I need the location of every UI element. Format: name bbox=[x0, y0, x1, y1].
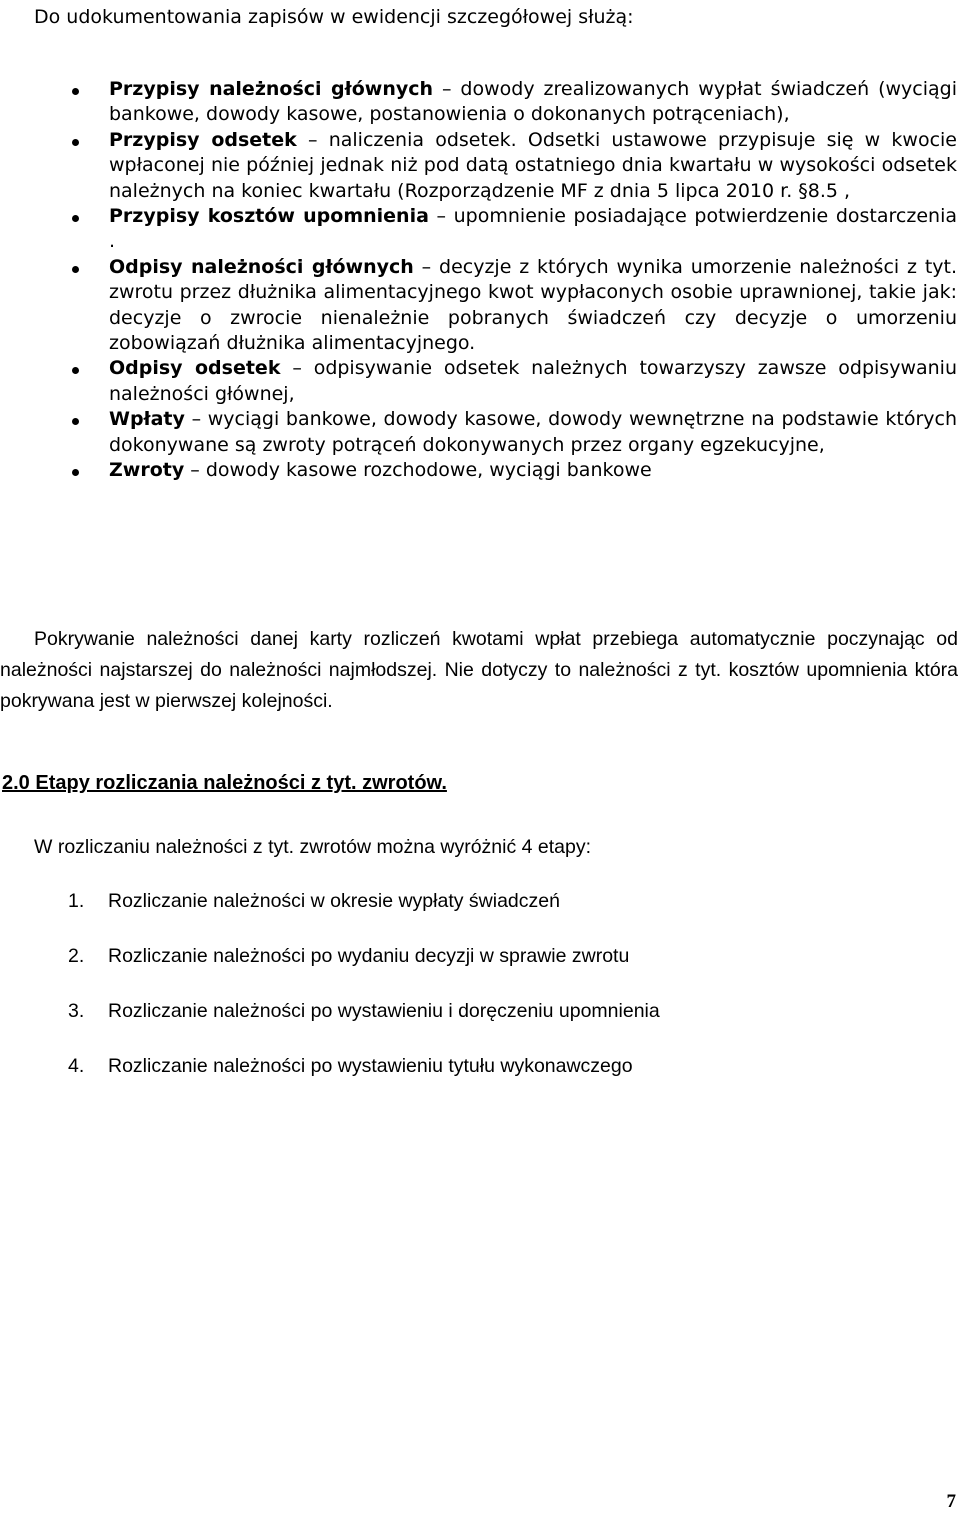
bullet-icon bbox=[72, 215, 79, 222]
item-term: Przypisy kosztów upomnienia bbox=[109, 205, 429, 228]
evidence-list bbox=[0, 77, 960, 484]
bullet-icon bbox=[72, 88, 79, 95]
page-number: 7 bbox=[946, 1491, 956, 1512]
stages-lead-text: W rozliczaniu należności z tyt. zwrotów można wyróżnić 4 etapy: bbox=[34, 836, 592, 858]
list-item bbox=[0, 204, 960, 255]
list-item bbox=[0, 77, 960, 128]
item-text: – naliczenia odsetek. Odsetki ustawowe przypisuje się w kwocie wpłaconej nie później jednak niż pod datą ostatniego dnia kwartału w wysokości odsetek należnych na koniec kwartału (Rozporządzenie MF z dnia 5 lipca 2010 r. §8.5 , bbox=[109, 128, 957, 202]
item-term: Odpisy odsetek bbox=[109, 357, 281, 380]
bullet-icon bbox=[72, 469, 79, 476]
list-item bbox=[0, 407, 960, 458]
list-item bbox=[0, 255, 960, 357]
section-heading: 2.0 Etapy rozliczania należności z tyt. zwrotów. bbox=[2, 772, 447, 794]
item-text: – upomnienie posiadające potwierdzenie dostarczenia . bbox=[109, 205, 957, 253]
stage-number: 1. bbox=[68, 890, 85, 912]
stage-text: Rozliczanie należności w okresie wypłaty świadczeń bbox=[108, 890, 560, 912]
stage-number: 3. bbox=[68, 1000, 85, 1022]
item-term: Zwroty bbox=[109, 459, 185, 482]
item-text: – dowody zrealizowanych wypłat świadczeń (wyciągi bankowe, dowody kasowe, postanowienia o dokonanych potrąceniach), bbox=[109, 78, 957, 126]
item-term: Wpłaty bbox=[109, 408, 185, 431]
bullet-icon bbox=[72, 367, 79, 374]
item-term: Odpisy należności głównych bbox=[109, 255, 414, 278]
intro-text: Do udokumentowania zapisów w ewidencji szczegółowej służą: bbox=[34, 6, 634, 28]
stage-text: Rozliczanie należności po wystawieniu tytułu wykonawczego bbox=[108, 1055, 633, 1077]
bullet-icon bbox=[72, 418, 79, 425]
stages-list bbox=[68, 888, 660, 1108]
list-item bbox=[68, 1053, 660, 1108]
list-item bbox=[68, 998, 660, 1053]
item-term: Przypisy należności głównych bbox=[109, 78, 434, 100]
settlement-paragraph: Pokrywanie należności danej karty rozliczeń kwotami wpłat przebiega automatycznie poczynając od należności najstarszej do należności najmłodszej. Nie dotyczy to należności z tyt. kosztów upomnienia która pokrywana jest w pierwszej kolejności. bbox=[0, 628, 958, 712]
stage-text: Rozliczanie należności po wydaniu decyzji w sprawie zwrotu bbox=[108, 945, 630, 967]
item-text: – decyzje z których wynika umorzenie należności z tyt. zwrotu przez dłużnika alimentacyjnego kwot wypłaconych osobie uprawnionej, takie jak: decyzje o zwrocie nienależnie pobranych świadczeń czy decyzje o umorzeniu zobowiązań dłużnika alimentacyjnego. bbox=[109, 255, 957, 355]
item-text: – odpisywanie odsetek należnych towarzyszy zawsze odpisywaniu należności głównej, bbox=[109, 357, 957, 405]
item-text: – dowody kasowe rozchodowe, wyciągi bankowe bbox=[190, 459, 652, 482]
stage-text: Rozliczanie należności po wystawieniu i doręczeniu upomnienia bbox=[108, 1000, 660, 1022]
stage-number: 4. bbox=[68, 1055, 85, 1077]
list-item bbox=[0, 458, 960, 483]
list-item bbox=[0, 128, 960, 204]
list-item bbox=[0, 356, 960, 407]
bullet-icon bbox=[72, 139, 79, 146]
list-item bbox=[68, 888, 660, 943]
stage-number: 2. bbox=[68, 945, 85, 967]
item-text: – wyciągi bankowe, dowody kasowe, dowody wewnętrzne na podstawie których dokonywane są zwroty potrąceń dokonywanych przez organy egzekucyjne, bbox=[109, 408, 957, 456]
item-term: Przypisy odsetek bbox=[109, 128, 297, 151]
list-item bbox=[68, 943, 660, 998]
bullet-icon bbox=[72, 266, 79, 273]
